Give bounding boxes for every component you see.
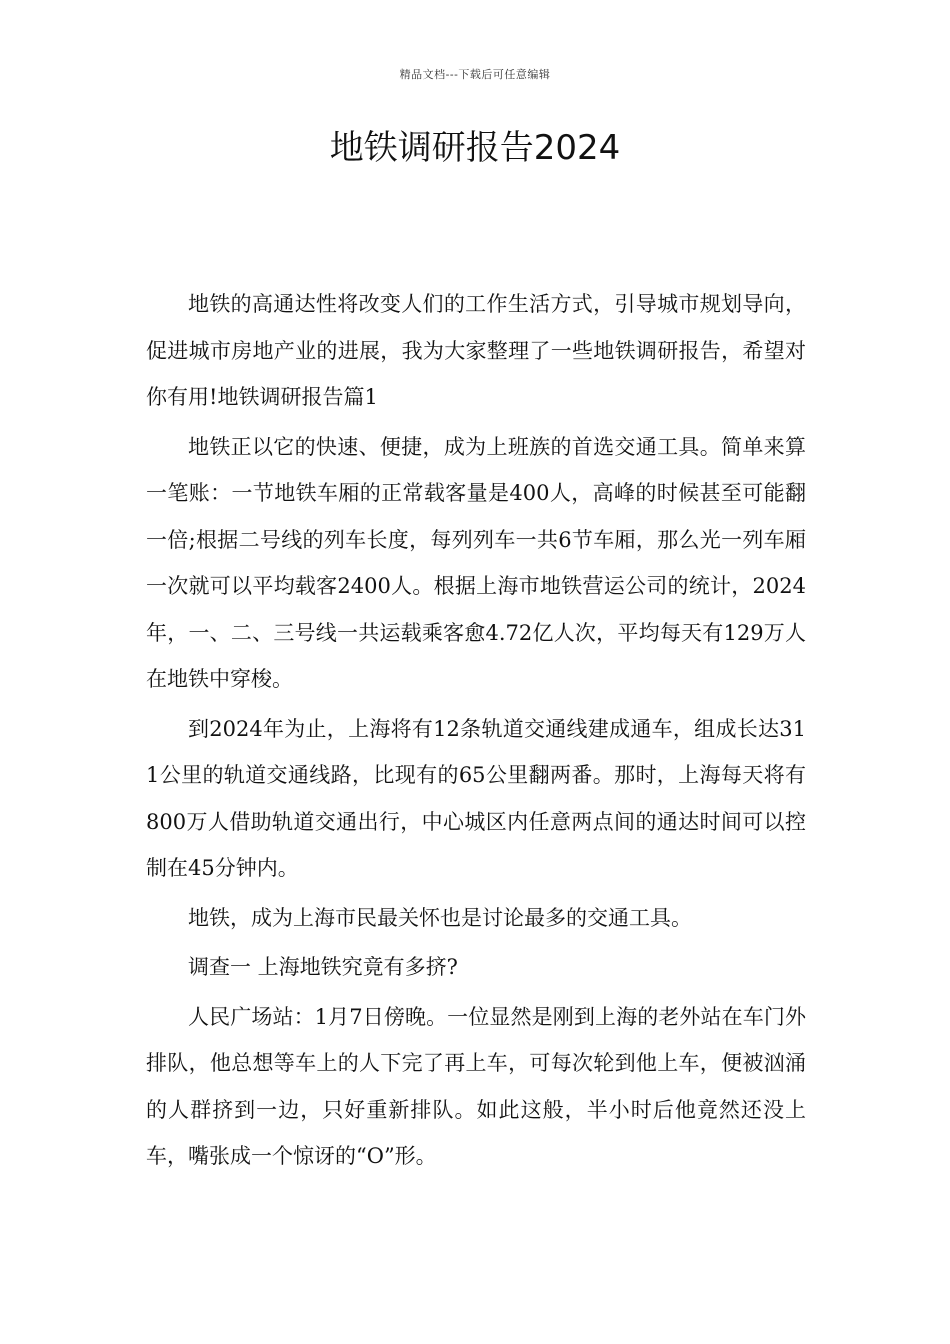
document-title: 地铁调研报告2024 (329, 128, 621, 168)
paragraph-intro: 地铁的高通达性将改变人们的工作生活方式，引导城市规划导向，促进城市房地产业的进展，我为大家整理了一些地铁调研报告，希望对你有用!地铁调研报告篇1 (146, 292, 806, 409)
paragraph-rail-plan: 到2024年为止，上海将有12条轨道交通线建成通车，组成长达311公里的轨道交通线路，比现有的65公里翻两番。那时，上海每天将有800万人借助轨道交通出行，中心城区内任意两点间的通达时间可以控制在45分钟内。 (146, 716, 806, 880)
paragraph-survey-heading: 调查一 上海地铁究竟有多挤? (188, 955, 458, 979)
document-body (146, 281, 806, 1183)
paragraph-public-concern: 地铁，成为上海市民最关怀也是讨论最多的交通工具。 (188, 905, 692, 930)
header-note: 精品文档---下载后可任意编辑 (399, 68, 551, 81)
paragraph-peoples-square: 人民广场站：1月7日傍晚。一位显然是刚到上海的老外站在车门外排队，他总想等车上的人下完了再上车，可每次轮到他上车，便被汹涌的人群挤到一边，只好重新排队。如此这般，半小时后他竟然还没上车，嘴张成一个惊讶的“O”形。 (146, 1004, 806, 1168)
paragraph-subway-capacity: 地铁正以它的快速、便捷，成为上班族的首选交通工具。简单来算一笔账：一节地铁车厢的正常载客量是400人，高峰的时候甚至可能翻一倍;根据二号线的列车长度，每列列车一共6节车厢，那么光一列车厢一次就可以平均载客2400人。根据上海市地铁营运公司的统计，2024年，一、二、三号线一共运载乘客愈4.72亿人次，平均每天有129万人在地铁中穿梭。 (146, 434, 806, 691)
